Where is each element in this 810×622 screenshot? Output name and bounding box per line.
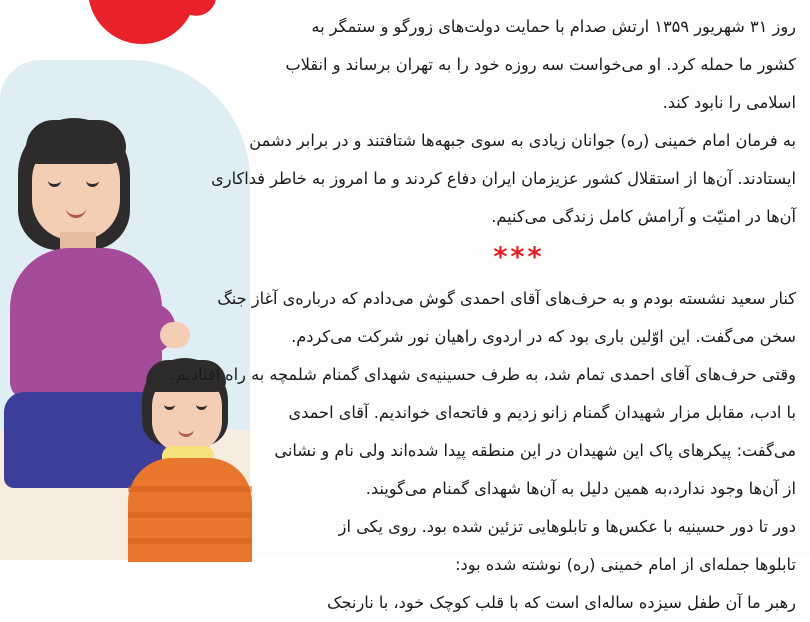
illustration-panel (10, 0, 242, 557)
text-line: می‌گفت: پیکرهای پاک این شهیدان در این منطقه پیدا شده‌اند ولی نام و نشانی (274, 441, 796, 460)
text-line: دور تا دور حسینیه با عکس‌ها و تابلوهایی تزئین شده بود. روی یکی از (338, 517, 796, 536)
text-line: وقتی حرف‌های آقای احمدی تمام شد، به طرف حسینیه‌ی شهدای گمنام شلمچه به راه افتادیم. (170, 365, 796, 384)
text-line: از آن‌ها وجود ندارد،به همین دلیل به آن‌ها شهدای گمنام می‌گویند. (365, 479, 796, 498)
boy-sweater-stripe (128, 538, 252, 544)
boy-sweater-stripe (128, 486, 252, 492)
boy-sweater-stripe (128, 512, 252, 518)
text-line: رهبر ما آن طفل سیزده ساله‌ای است که با قلب کوچک خود، با نارنجک (327, 593, 796, 612)
girl-hand (160, 322, 190, 348)
girl-fringe (26, 120, 126, 164)
text-line: روز ۳۱ شهریور ۱۳۵۹ ارتش صدام با حمایت دولت‌های زورگو و ستمگر به (311, 17, 796, 36)
text-line: آن‌ها در امنیّت و آرامش کامل زندگی می‌کنیم. (491, 207, 796, 226)
paragraph-block-narrative (170, 280, 796, 622)
boy-sweater (128, 458, 252, 562)
text-line: تابلوها جمله‌ای از امام خمینی (ره) نوشته شده بود: (455, 555, 796, 574)
text-column (170, 0, 810, 612)
section-separator: *** (493, 242, 545, 273)
text-line: اسلامی را نابود کند. (662, 93, 796, 112)
book-page (10, 0, 810, 612)
text-line: کشور ما حمله کرد. او می‌خواست سه روزه خود را به تهران برساند و انقلاب (285, 55, 796, 74)
text-line: ایستادند. آن‌ها از استقلال کشور عزیزمان ایران دفاع کردند و ما امروز به خاطر فداکاری (211, 169, 796, 188)
text-line: به فرمان امام خمینی (ره) جوانان زیادی به سوی جبهه‌ها شتافتند و در برابر دشمن (249, 131, 796, 150)
text-line: با ادب، مقابل مزار شهیدان گمنام زانو زدیم و فاتحه‌ای خواندیم. آقای احمدی (288, 403, 796, 422)
text-line: سخن می‌گفت. این اوّلین باری بود که در اردوی راهیان نور شرکت می‌کردم. (291, 327, 796, 346)
paragraph-block-war-start (211, 8, 796, 236)
text-line: کنار سعید نشسته بودم و به حرف‌های آقای احمدی گوش می‌دادم که درباره‌ی آغاز جنگ (217, 289, 796, 308)
